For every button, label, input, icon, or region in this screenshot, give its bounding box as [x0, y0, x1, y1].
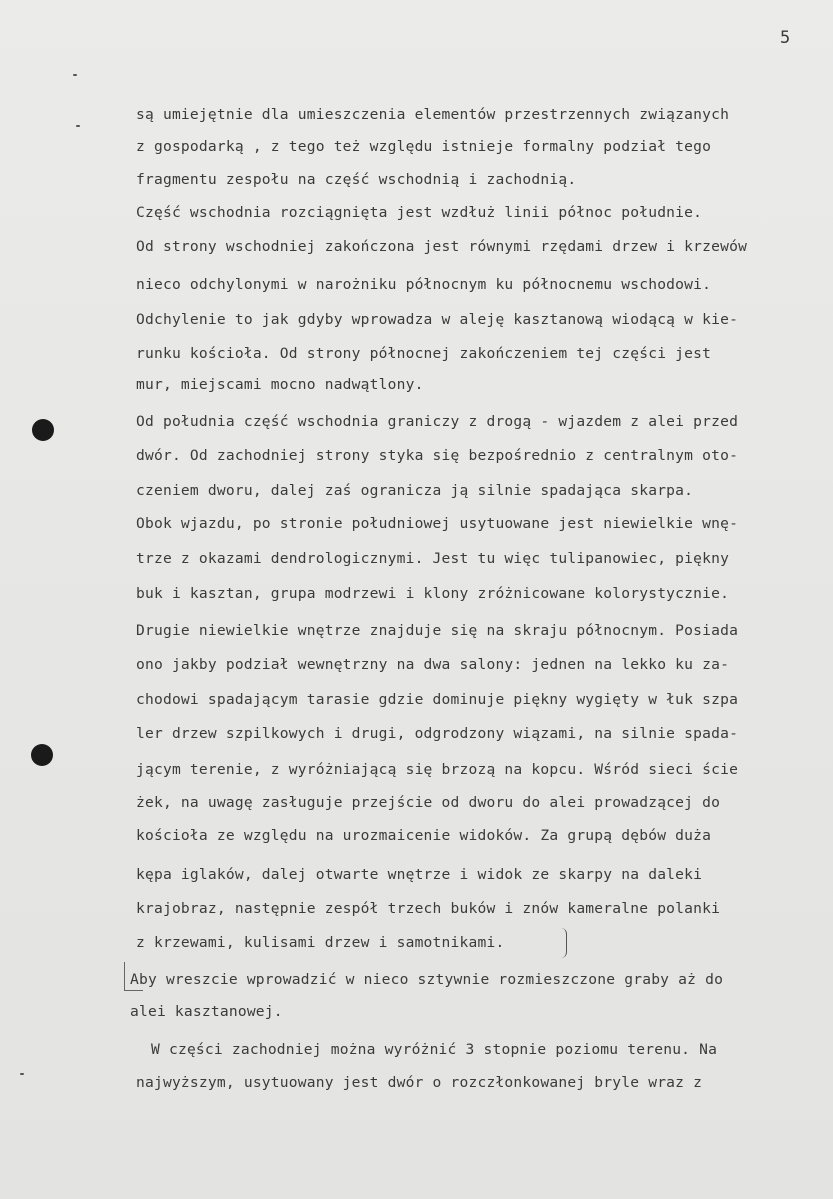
text-line: Drugie niewielkie wnętrze znajduje się na skraju północnym. Posiada: [136, 622, 739, 639]
text-line: chodowi spadającym tarasie gdzie dominuje piękny wygięty w łuk szpa: [136, 691, 739, 708]
page-number: 5: [780, 28, 791, 48]
margin-mark: [20, 1073, 24, 1075]
text-line: Obok wjazdu, po stronie południowej usytuowane jest niewielkie wnę-: [136, 515, 739, 532]
pencil-bracket-mark: [556, 928, 567, 958]
text-line: mur, miejscami mocno nadwątlony.: [136, 376, 424, 393]
margin-mark: [73, 74, 77, 76]
text-line: jącym terenie, z wyróżniającą się brzozą na kopcu. Wśród sieci ście: [136, 761, 739, 778]
text-line: kościoła ze względu na urozmaicenie widoków. Za grupą dębów duża: [136, 827, 712, 844]
binder-hole-bottom: [31, 744, 53, 766]
text-line: Część wschodnia rozciągnięta jest wzdłuż linii północ południe.: [136, 204, 703, 221]
text-line: Odchylenie to jak gdyby wprowadza w aleję kasztanową wiodącą w kie-: [136, 311, 739, 328]
text-line: Aby wreszcie wprowadzić w nieco sztywnie rozmieszczone graby aż do: [130, 971, 724, 988]
text-line: z krzewami, kulisami drzew i samotnikami.: [136, 934, 505, 951]
text-line: z gospodarką , z tego też względu istnieje formalny podział tego: [136, 138, 712, 155]
text-line: żek, na uwagę zasługuje przejście od dworu do alei prowadzącej do: [136, 794, 721, 811]
margin-mark: [76, 125, 80, 127]
text-line: alei kasztanowej.: [130, 1003, 283, 1020]
text-line: najwyższym, usytuowany jest dwór o rozczłonkowanej bryle wraz z: [136, 1074, 703, 1091]
text-line: ler drzew szpilkowych i drugi, odgrodzony wiązami, na silnie spada-: [136, 725, 739, 742]
text-line: są umiejętnie dla umieszczenia elementów przestrzennych związanych: [136, 106, 730, 123]
binder-hole-top: [32, 419, 54, 441]
text-line: ono jakby podział wewnętrzny na dwa salony: jednen na lekko ku za-: [136, 656, 730, 673]
text-line: czeniem dworu, dalej zaś ogranicza ją silnie spadająca skarpa.: [136, 482, 694, 499]
text-line: buk i kasztan, grupa modrzewi i klony zróżnicowane kolorystycznie.: [136, 585, 730, 602]
text-line: krajobraz, następnie zespół trzech buków i znów kameralne polanki: [136, 900, 721, 917]
text-line: Od południa część wschodnia graniczy z drogą - wjazdem z alei przed: [136, 413, 739, 430]
text-line: fragmentu zespołu na część wschodnią i zachodnią.: [136, 171, 577, 188]
text-line: Od strony wschodniej zakończona jest równymi rzędami drzew i krzewów: [136, 238, 748, 255]
text-line: kępa iglaków, dalej otwarte wnętrze i widok ze skarpy na daleki: [136, 866, 703, 883]
text-line: W części zachodniej można wyróżnić 3 stopnie poziomu terenu. Na: [151, 1041, 718, 1058]
text-line: nieco odchylonymi w narożniku północnym ku północnemu wschodowi.: [136, 276, 712, 293]
text-line: dwór. Od zachodniej strony styka się bezpośrednio z centralnym oto-: [136, 447, 739, 464]
text-line: trze z okazami dendrologicznymi. Jest tu więc tulipanowiec, piękny: [136, 550, 730, 567]
text-line: runku kościoła. Od strony północnej zakończeniem tej części jest: [136, 345, 712, 362]
